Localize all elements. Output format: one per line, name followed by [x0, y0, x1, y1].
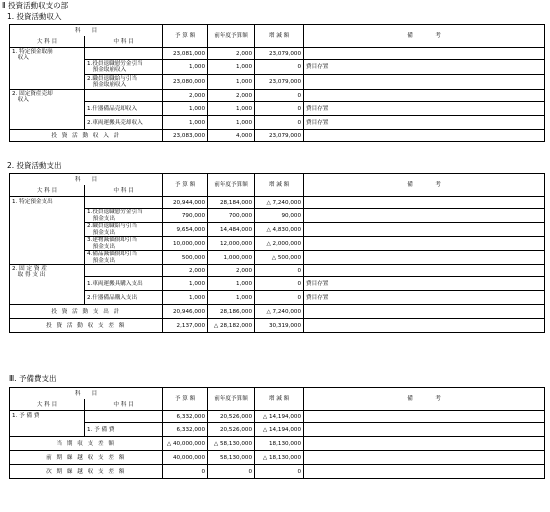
- value-yosan: 40,000,000: [163, 451, 208, 465]
- col-header-kamoku: 科 目: [10, 174, 163, 186]
- value-zennen: 2,000: [208, 90, 255, 102]
- value-zougen: △ 4,830,000: [255, 223, 304, 237]
- total-label: 当 期 収 支 差 額: [10, 437, 163, 451]
- value-zennen: △ 58,130,000: [208, 437, 255, 451]
- sub-item-name: 1.役員退職慰労金引当 預金支出: [85, 209, 163, 223]
- total-label: 前 期 繰 越 収 支 差 額: [10, 451, 163, 465]
- value-yosan: 1,000: [163, 116, 208, 130]
- value-yosan: 20,944,000: [163, 197, 208, 209]
- value-yosan: 6,332,000: [163, 411, 208, 423]
- value-zougen: 23,079,000: [255, 48, 304, 60]
- value-yosan: 1,000: [163, 102, 208, 116]
- col-header-zennen: 前年度予算額: [208, 388, 255, 411]
- value-bikou: [304, 411, 545, 423]
- sub-item-name: 2.職員退職給与引当 預金支出: [85, 223, 163, 237]
- investment-expense-table: [9, 173, 545, 333]
- value-zennen: 1,000: [208, 277, 255, 291]
- value-zennen: 2,000: [208, 265, 255, 277]
- value-yosan: 20,946,000: [163, 305, 208, 319]
- value-zennen: 14,484,000: [208, 223, 255, 237]
- value-yosan: 23,083,000: [163, 130, 208, 142]
- value-zennen: 1,000: [208, 291, 255, 305]
- value-bikou: [304, 90, 545, 102]
- investment-income-table: [9, 24, 545, 142]
- value-zougen: 18,130,000: [255, 437, 304, 451]
- value-yosan: 2,137,000: [163, 319, 208, 333]
- value-yosan: 2,000: [163, 265, 208, 277]
- col-header-kamoku: 科 目: [10, 25, 163, 37]
- value-zennen: 700,000: [208, 209, 255, 223]
- sub-item-name: 2.職員退職給与引当 預金取崩収入: [85, 75, 163, 90]
- value-yosan: 0: [163, 465, 208, 479]
- value-zennen: 1,000: [208, 102, 255, 116]
- value-bikou: [304, 265, 545, 277]
- value-yosan: △ 40,000,000: [163, 437, 208, 451]
- total-label: 投 資 活 動 収 支 差 額: [10, 319, 163, 333]
- col-header-zougen: 増 減 額: [255, 174, 304, 197]
- col-header-zennen: 前年度予算額: [208, 174, 255, 197]
- value-yosan: 1,000: [163, 60, 208, 75]
- subsection-expense-title: 2. 投資活動支出: [7, 161, 62, 170]
- value-zougen: △ 500,000: [255, 251, 304, 265]
- col-header-bikou: 備 考: [304, 388, 545, 411]
- sub-item-name: 4.備品減価償却引当 預金支出: [85, 251, 163, 265]
- value-bikou: [304, 423, 545, 437]
- value-bikou: [304, 251, 545, 265]
- value-bikou: [304, 437, 545, 451]
- sub-item-name: 2.車両運搬具売却収入: [85, 116, 163, 130]
- value-yosan: 23,081,000: [163, 48, 208, 60]
- value-bikou: 費目存置: [304, 102, 545, 116]
- subsection-income-title: 1. 投資活動収入: [7, 12, 62, 21]
- value-bikou: [304, 48, 545, 60]
- value-yosan: 790,000: [163, 209, 208, 223]
- value-yosan: 23,080,000: [163, 75, 208, 90]
- value-zennen: 1,000: [208, 75, 255, 90]
- value-zennen: 28,184,000: [208, 197, 255, 209]
- value-bikou: 費目存置: [304, 116, 545, 130]
- value-zennen: 0: [208, 465, 255, 479]
- sub-item-name: 1.役員退職慰労金引当 預金取崩収入: [85, 60, 163, 75]
- group-name: 2. 固定資産売却 収入: [10, 90, 85, 130]
- value-zougen: 0: [255, 277, 304, 291]
- group-name: 1. 特定預金取崩 収入: [10, 48, 85, 90]
- value-zougen: △ 7,240,000: [255, 197, 304, 209]
- value-zennen: 1,000: [208, 60, 255, 75]
- col-header-chukamoku: 中 科 目: [85, 399, 163, 411]
- group-name: 2. 固 定 資 産 取 得 支 出: [10, 265, 85, 305]
- value-bikou: 費目存置: [304, 277, 545, 291]
- value-zougen: 0: [255, 291, 304, 305]
- value-zougen: 0: [255, 465, 304, 479]
- col-header-daikamoku: 大 科 目: [10, 399, 85, 411]
- value-zennen: 2,000: [208, 48, 255, 60]
- value-zougen: 0: [255, 265, 304, 277]
- col-header-daikamoku: 大 科 目: [10, 185, 85, 197]
- value-bikou: [304, 237, 545, 251]
- value-zennen: 4,000: [208, 130, 255, 142]
- col-header-chukamoku: 中 科 目: [85, 185, 163, 197]
- col-header-chukamoku: 中 科 目: [85, 36, 163, 48]
- total-label: 投 資 活 動 支 出 計: [10, 305, 163, 319]
- col-header-yosan: 予 算 額: [163, 174, 208, 197]
- col-header-yosan: 予 算 額: [163, 388, 208, 411]
- section-title: Ⅱ 投資活動収支の部: [2, 1, 69, 10]
- value-zennen: △ 28,182,000: [208, 319, 255, 333]
- value-zougen: 0: [255, 116, 304, 130]
- value-bikou: [304, 319, 545, 333]
- value-zennen: 20,526,000: [208, 411, 255, 423]
- col-header-zougen: 増 減 額: [255, 25, 304, 48]
- reserve-expense-table: [9, 387, 545, 479]
- value-yosan: 1,000: [163, 277, 208, 291]
- sub-item-name: 1.什器備品売却収入: [85, 102, 163, 116]
- value-yosan: 6,332,000: [163, 423, 208, 437]
- value-zennen: 20,526,000: [208, 423, 255, 437]
- value-zougen: 90,000: [255, 209, 304, 223]
- value-zougen: 30,319,000: [255, 319, 304, 333]
- value-zennen: 58,130,000: [208, 451, 255, 465]
- col-header-zougen: 増 減 額: [255, 388, 304, 411]
- col-header-yosan: 予 算 額: [163, 25, 208, 48]
- value-zougen: △ 14,194,000: [255, 423, 304, 437]
- group-name: 1. 特定預金支出: [10, 197, 85, 265]
- value-bikou: [304, 75, 545, 90]
- value-bikou: [304, 305, 545, 319]
- value-zougen: 23,079,000: [255, 75, 304, 90]
- value-zougen: 0: [255, 60, 304, 75]
- value-zougen: △ 7,240,000: [255, 305, 304, 319]
- col-header-bikou: 備 考: [304, 25, 545, 48]
- group-name: 1. 予 備 費: [10, 411, 85, 437]
- value-zougen: 0: [255, 90, 304, 102]
- sub-item-name: 2.什器備品購入支出: [85, 291, 163, 305]
- sub-item-name: 1.車両運搬具購入支出: [85, 277, 163, 291]
- value-zougen: △ 2,000,000: [255, 237, 304, 251]
- value-zougen: △ 14,194,000: [255, 411, 304, 423]
- section3-title: Ⅲ. 予備費支出: [9, 374, 57, 383]
- sub-item-name: 1. 予 備 費: [85, 423, 163, 437]
- value-zennen: 1,000: [208, 116, 255, 130]
- value-zennen: 1,000,000: [208, 251, 255, 265]
- value-bikou: 費目存置: [304, 291, 545, 305]
- total-label: 次 期 繰 越 収 支 差 額: [10, 465, 163, 479]
- value-zougen: 0: [255, 102, 304, 116]
- sub-item-name: 3.建物減価償却引当 預金支出: [85, 237, 163, 251]
- value-zennen: 28,186,000: [208, 305, 255, 319]
- value-yosan: 2,000: [163, 90, 208, 102]
- value-bikou: [304, 223, 545, 237]
- value-yosan: 9,654,000: [163, 223, 208, 237]
- value-yosan: 10,000,000: [163, 237, 208, 251]
- value-zougen: 23,079,000: [255, 130, 304, 142]
- col-header-kamoku: 科 目: [10, 388, 163, 400]
- value-yosan: 500,000: [163, 251, 208, 265]
- col-header-zennen: 前年度予算額: [208, 25, 255, 48]
- value-bikou: [304, 130, 545, 142]
- col-header-bikou: 備 考: [304, 174, 545, 197]
- value-zennen: 12,000,000: [208, 237, 255, 251]
- value-yosan: 1,000: [163, 291, 208, 305]
- value-bikou: [304, 209, 545, 223]
- value-bikou: [304, 465, 545, 479]
- value-bikou: [304, 451, 545, 465]
- total-label: 投 資 活 動 収 入 計: [10, 130, 163, 142]
- col-header-daikamoku: 大 科 目: [10, 36, 85, 48]
- value-bikou: 費目存置: [304, 60, 545, 75]
- value-zougen: △ 18,130,000: [255, 451, 304, 465]
- value-bikou: [304, 197, 545, 209]
